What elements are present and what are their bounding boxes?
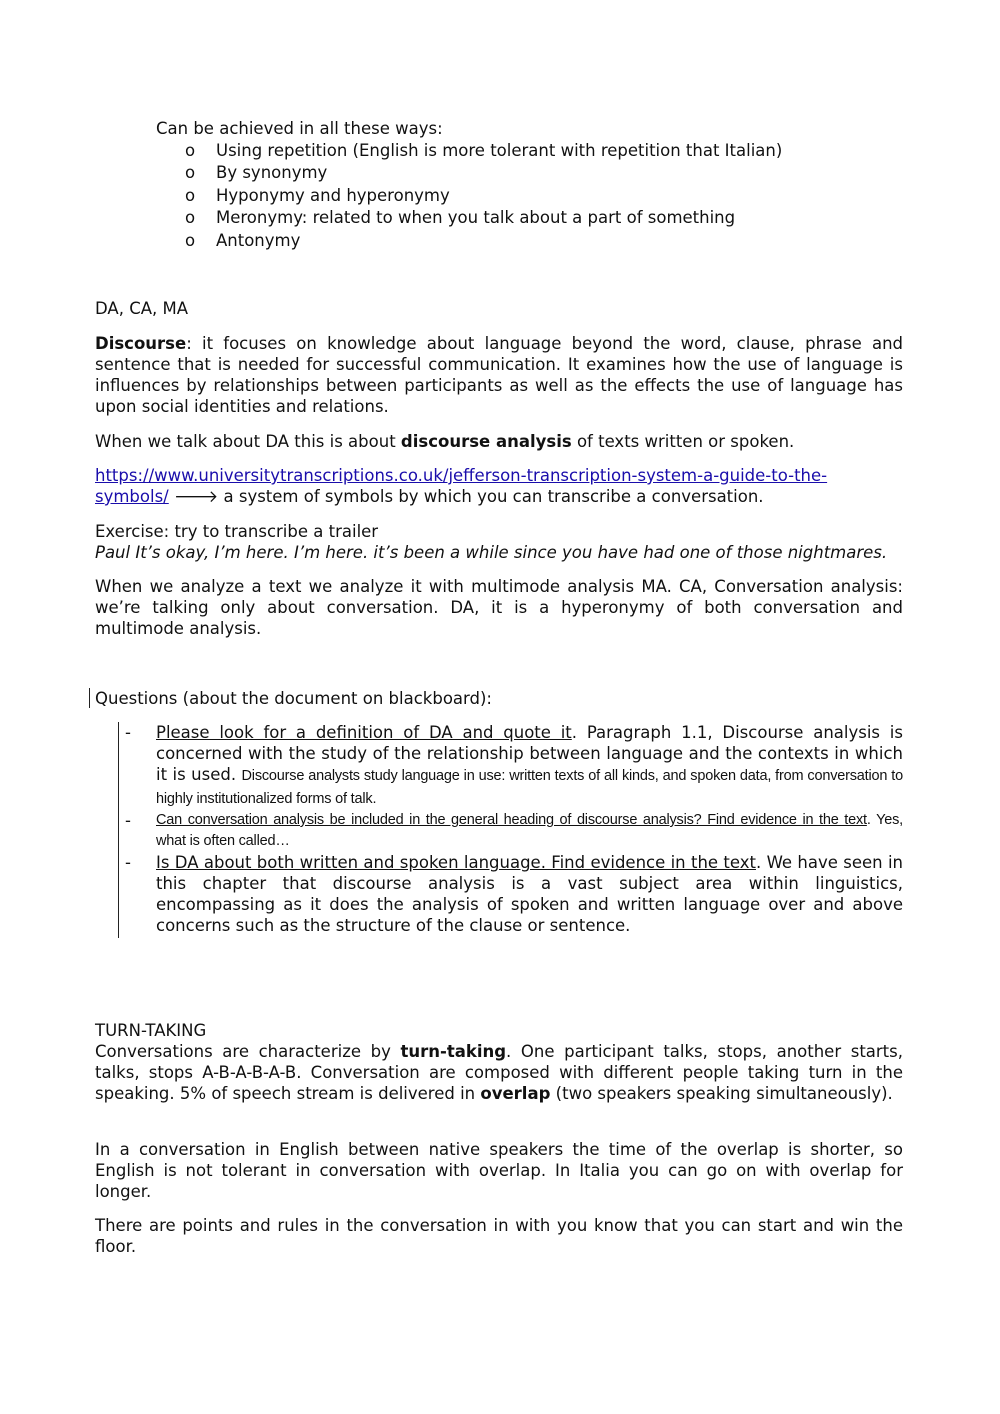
dash-marker: - <box>125 811 131 830</box>
turn-taking-heading: TURN-TAKING <box>95 1021 207 1040</box>
questions-list <box>125 722 903 936</box>
questions-border <box>118 722 119 938</box>
question-item <box>125 810 903 852</box>
question-underlined: Please look for a definition of DA and quote it <box>156 723 572 742</box>
turn-taking-bold: turn-taking <box>400 1042 507 1061</box>
list-item <box>185 140 782 162</box>
cohesion-intro: Can be achieved in all these ways: <box>156 119 443 138</box>
arrow-icon: 🡒 <box>174 487 219 506</box>
question-underlined: Can conversation analysis be included in the general heading of discourse analysis? Find evidence in the text <box>156 812 867 828</box>
da-text-after: of texts written or spoken. <box>571 432 795 451</box>
overlap-bold: overlap <box>480 1084 551 1103</box>
list-item <box>185 230 782 252</box>
turn-taking-text: Conversations are characterize by <box>95 1042 401 1061</box>
exercise-line: Exercise: try to transcribe a trailer <box>95 522 379 541</box>
jefferson-paragraph <box>95 465 855 507</box>
question-text <box>156 722 903 810</box>
exercise-quote: Paul It’s okay, I’m here. I’m here. it’s been a while since you have had one of those nightmares. <box>95 543 888 562</box>
turn-taking-text: (two speakers speaking simultaneously). <box>550 1084 893 1103</box>
discourse-term: Discourse <box>95 334 187 353</box>
turn-taking-paragraph-2: In a conversation in English between native speakers the time of the overlap is shorter, so English is not tolerant in conversation with overlap. In Italia you can go on with overlap for longer. <box>95 1140 903 1201</box>
jefferson-description: a system of symbols by which you can transcribe a conversation. <box>218 487 764 506</box>
bullet-marker: o <box>185 230 196 250</box>
question-answer: . Paragraph 1.1, Discourse analysis is concerned with the study of the relationship between language and the contexts in which it is used. <box>156 723 903 784</box>
dash-marker: - <box>125 723 131 742</box>
bullet-marker: o <box>185 141 196 160</box>
list-item-text: Meronymy: related to when you talk about a part of something <box>216 208 736 228</box>
turn-taking-paragraph-1 <box>95 1041 903 1104</box>
bullet-marker: o <box>185 208 196 228</box>
discourse-definition <box>95 333 903 417</box>
question-item <box>125 852 903 936</box>
da-text-before: When we talk about DA this is about <box>95 432 401 451</box>
list-item <box>185 207 782 229</box>
da-paragraph <box>95 431 903 452</box>
cursor-bar <box>89 688 90 708</box>
question-underlined: Is DA about both written and spoken language. Find evidence in the text <box>156 853 756 872</box>
question-answer: . Yes, what is often called… <box>156 812 903 849</box>
section-heading-da-ca-ma: DA, CA, MA <box>95 299 189 318</box>
question-text <box>156 852 903 936</box>
questions-heading: Questions (about the document on blackboard): <box>95 689 492 708</box>
question-item <box>125 722 903 810</box>
bullet-marker: o <box>185 185 196 205</box>
list-item <box>185 185 782 207</box>
exercise-block <box>95 521 903 563</box>
ma-paragraph: When we analyze a text we analyze it with multimode analysis MA. CA, Conversation analysis: we’re talking only about conversation. DA, it is a hyperonymy of both conversation and multimode analysis. <box>95 577 903 638</box>
question-text <box>156 810 903 852</box>
cohesion-list <box>185 140 782 252</box>
turn-taking-text: . One participant talks, stops, another starts, talks, stops A-B-A-B-A-B. Conversation are composed with different people taking turn in the speaking. 5% of speech stream is delivered in <box>95 1042 903 1103</box>
dash-marker: - <box>125 853 131 872</box>
bullet-marker: o <box>185 163 196 183</box>
turn-taking-paragraph-3: There are points and rules in the conversation in with you know that you can start and win the floor. <box>95 1216 903 1256</box>
da-bold-term: discourse analysis <box>400 432 572 451</box>
question-answer-quote: Discourse analysts study language in use: written texts of all kinds, and spoken data, from conversation to highly institutionalized forms of talk. <box>156 768 903 807</box>
list-item-text: Hyponymy and hyperonymy <box>216 185 450 205</box>
discourse-text: : it focuses on knowledge about language beyond the word, clause, phrase and sentence that is needed for successful communication. It examines how the use of language is influences by relationships between participants as well as the effects the use of language has upon social identities and relations. <box>95 334 903 416</box>
list-item <box>185 162 782 184</box>
question-answer: . We have seen in this chapter that discourse analysis is a vast subject area within linguistics, encompassing as it does the analysis of spoken and written language over and above concerns such as the structure of the clause or sentence. <box>156 853 903 935</box>
list-item-text: Using repetition (English is more tolerant with repetition that Italian) <box>216 141 783 160</box>
list-item-text: Antonymy <box>216 230 301 250</box>
list-item-text: By synonymy <box>216 163 328 183</box>
jefferson-link[interactable]: https://www.universitytranscriptions.co.uk/jefferson-transcription-system-a-guide-to-the-symbols/ <box>95 466 828 506</box>
